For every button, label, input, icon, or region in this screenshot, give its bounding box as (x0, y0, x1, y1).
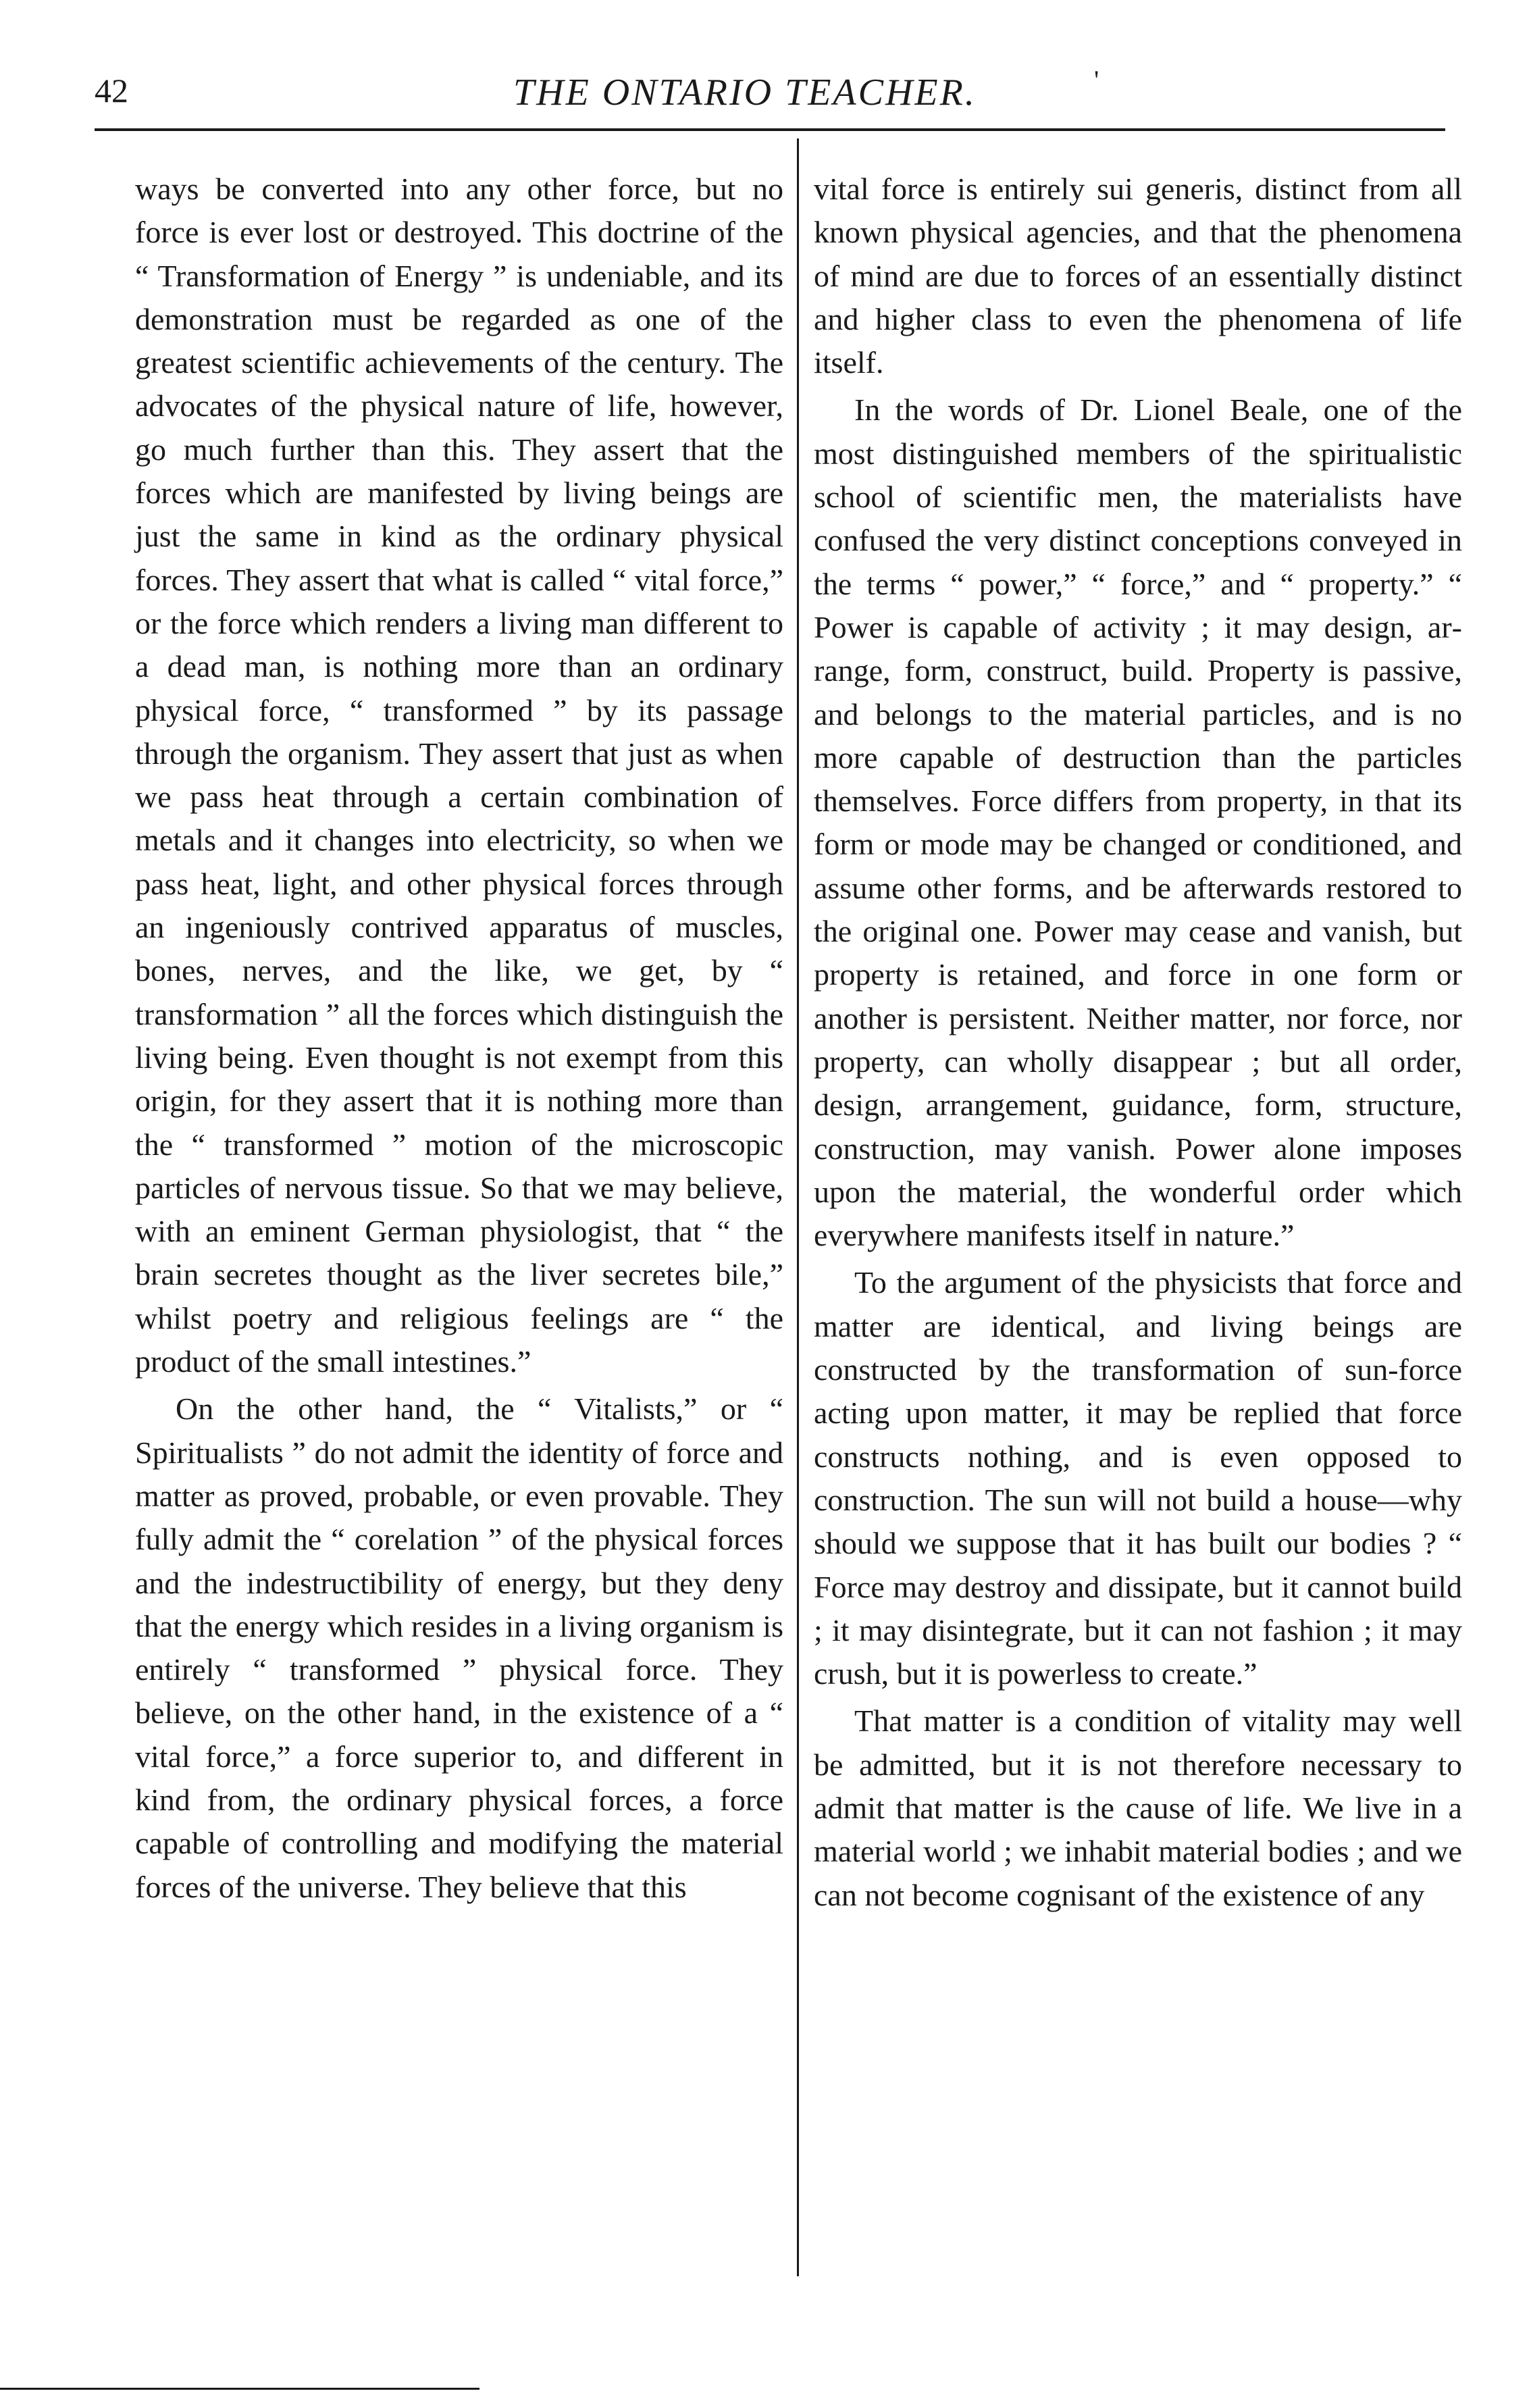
paragraph: To the argument of the physicists that force and matter are identical, and living beings are constructed by the transformation of sun-force acting upon matter, it may be replied that force constructs nothing, and is even opposed to construction. The sun will not build a house—why should we suppose that it has built our bodies ? “ Force may destroy and dissipate, but it cannot build ; it may disintegrate, but it can not fashion ; it may crush, but it is powerless to create.” (814, 1265, 1462, 1691)
paragraph: That matter is a condition of vitality may well be admitted, but it is not therefore necessary to admit that matter is the cause of life. We live in a material world ; we inhabit material bodies ; and we can not become cognisant of the existence of any (814, 1703, 1462, 1912)
paragraph: vital force is entirely sui generis, distinct from all known physical agencies, and that the phenomena of mind are due to forces of an essentially distinct and higher class to even the phenomena of life itself. (814, 172, 1462, 380)
footer-rule (0, 2388, 479, 2390)
page-number: 42 (95, 72, 128, 109)
left-column (135, 168, 783, 1909)
page-header (0, 64, 1531, 125)
right-column (814, 168, 1462, 1917)
running-title: THE ONTARIO TEACHER. (513, 72, 977, 113)
paragraph: In the words of Dr. Lionel Beale, one of the most distinguished members of the spiritualistic school of scientific men, the materialists have confused the very distinct conceptions conveyed in the terms “ power,” “ force,” and “ property.” “ Power is capable of activity ; it may design, arrange, form, construct, build. Property is passive, and belongs to the material particles, and is no more capable of destruction than the particles themselves. Force differs from property, in that its form or mode may be changed or conditioned, and assume other forms, and be afterwards restored to the original one. Power may cease and vanish, but property is retained, and force in one form or another is persistent. Neither matter, nor force, nor property, can wholly disappear ; but all order, design, arrangement, guidance, form, structure, construction, may vanish. Power alone imposes upon the material, the wonderful order which everywhere manifests itself in nature.” (814, 392, 1462, 1253)
header-rule (95, 128, 1445, 131)
header-mark: ' (1094, 65, 1099, 95)
paragraph: On the other hand, the “ Vitalists,” or “ Spiritualists ” do not admit the identity of force and matter as proved, probable, or even provable. They fully admit the “ corelation ” of the physical forces and the indestructibility of energy, but they deny that the energy which resides in a living organism is entirely “ transformed ” physical force. They believe, on the other hand, in the existence of a “ vital force,” a force superior to, and different in kind from, the ordinary physical forces, a force capable of controlling and modifying the material forces of the universe. They believe that this (135, 1391, 783, 1904)
paragraph: ways be converted into any other force, but no force is ever lost or destroyed. This doctrine of the “ Transformation of Energy ” is undeniable, and its demonstration must be regarded as one of the greatest scientific achievements of the century. The advocates of the physical nature of life, however, go much further than this. They assert that the forces which are manifested by living beings are just the same in kind as the ordinary physical forces. They assert that what is called “ vital force,” or the force which renders a living man different to a dead man, is nothing more than an ordinary physical force, “ transformed ” by its passage through the organism. They assert that just as when we pass heat through a certain combination of metals and it changes into electricity, so when we pass heat, light, and other physical forces through an ingeniously contrived apparatus of muscles, bones, nerves, and the like, we get, by “ transformation ” all the forces which distinguish the living being. Even thought is not exempt from this origin, for they assert that it is nothing more than the “ transformed ” motion of the microscopic particles of nervous tissue. So that we may believe, with an eminent German physiologist, that “ the brain secretes thought as the liver secretes bile,” whilst poetry and religious feelings are “ the product of the small intestines.” (135, 172, 783, 1379)
column-divider (797, 138, 799, 2276)
